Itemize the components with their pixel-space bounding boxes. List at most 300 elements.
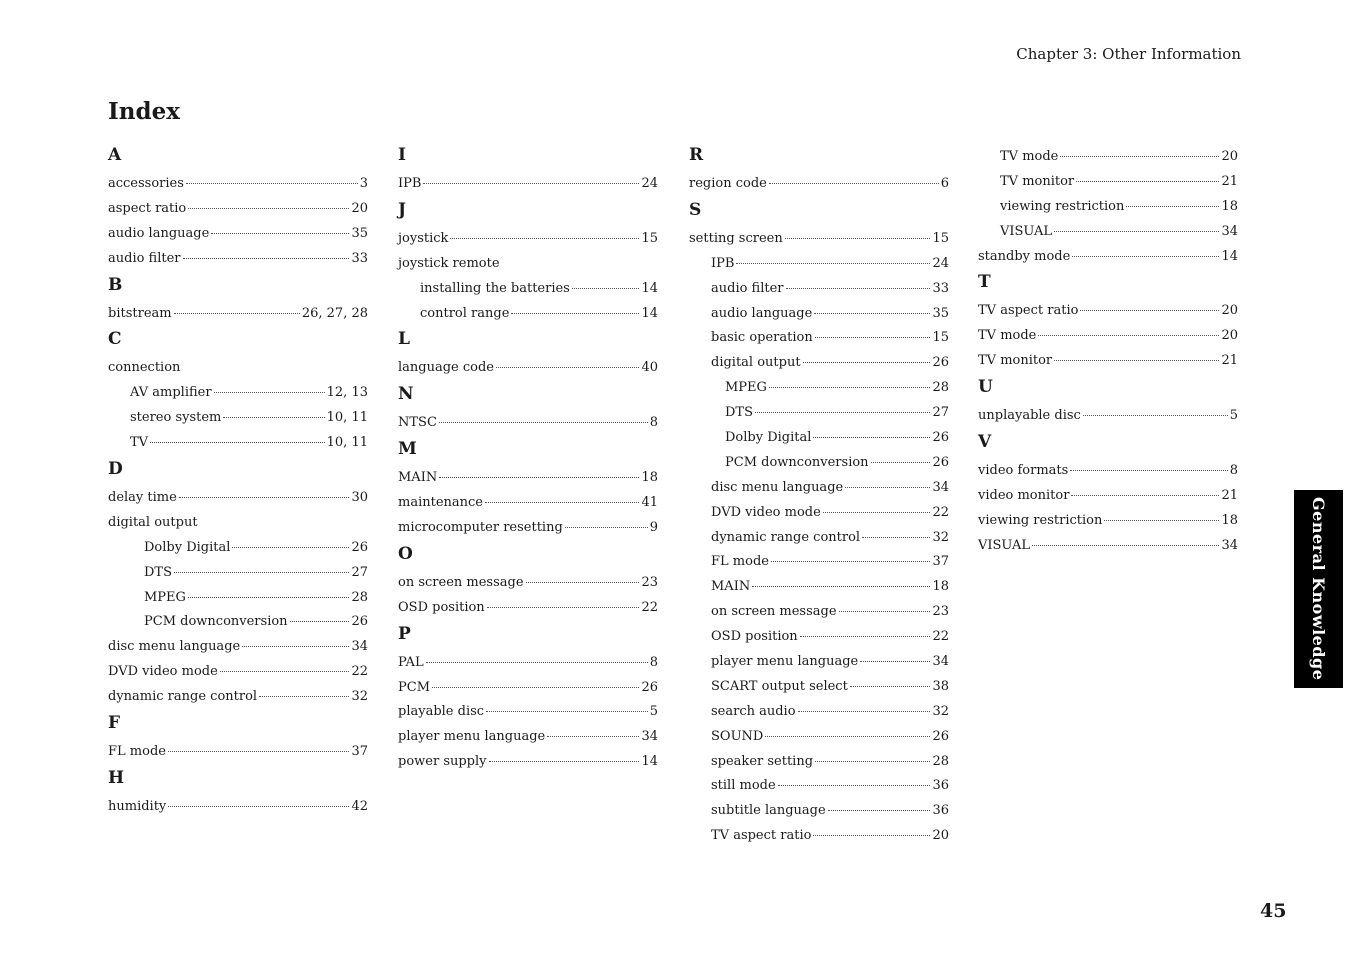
index-page-ref: 9 bbox=[649, 520, 658, 536]
index-page-ref: 21 bbox=[1221, 173, 1238, 189]
index-term: bitstream bbox=[108, 305, 172, 321]
index-term: dynamic range control bbox=[711, 529, 861, 545]
index-page-ref: 33 bbox=[932, 280, 949, 296]
index-letter-heading: R bbox=[689, 145, 704, 165]
dot-leader bbox=[1070, 470, 1227, 471]
index-page-ref: 26 bbox=[932, 430, 949, 446]
index-letter-heading: O bbox=[398, 543, 413, 564]
dot-leader bbox=[803, 362, 931, 363]
index-page-ref: 10, 11 bbox=[326, 435, 368, 451]
index-page-ref: 22 bbox=[932, 629, 949, 645]
index-page-ref: 37 bbox=[932, 554, 949, 570]
index-letter-heading: H bbox=[108, 767, 125, 788]
index-page-ref: 5 bbox=[1229, 408, 1238, 424]
index-entry bbox=[398, 571, 658, 596]
dot-leader bbox=[496, 367, 639, 368]
index-term: player menu language bbox=[711, 654, 859, 670]
index-page-ref: 28 bbox=[932, 753, 949, 769]
index-term: PCM bbox=[398, 679, 431, 695]
index-entry bbox=[689, 426, 949, 451]
index-term: FL mode bbox=[711, 554, 769, 570]
index-page-ref: 23 bbox=[641, 574, 658, 590]
index-page-ref: 28 bbox=[932, 380, 949, 396]
dot-leader bbox=[845, 487, 930, 488]
index-entry bbox=[398, 516, 658, 541]
index-entry bbox=[689, 277, 949, 302]
index-page-ref: 18 bbox=[641, 470, 658, 486]
index-page-ref: 26 bbox=[932, 728, 949, 744]
index-entry bbox=[689, 625, 949, 650]
index-entry bbox=[978, 404, 1238, 429]
index-entry bbox=[398, 466, 658, 491]
index-page-ref: 22 bbox=[351, 664, 368, 680]
dot-leader bbox=[785, 238, 931, 239]
dot-leader bbox=[214, 392, 325, 393]
index-term: PCM downconversion bbox=[144, 614, 288, 630]
dot-leader bbox=[572, 288, 640, 289]
index-term: still mode bbox=[711, 778, 776, 794]
index-page-ref: 28 bbox=[351, 589, 368, 605]
index-entry bbox=[108, 795, 368, 820]
index-term: speaker setting bbox=[711, 753, 814, 769]
index-page-ref: 21 bbox=[1221, 353, 1238, 369]
index-entry bbox=[398, 491, 658, 516]
index-entry bbox=[689, 799, 949, 824]
dot-leader bbox=[1032, 545, 1219, 546]
index-entry bbox=[398, 172, 658, 197]
dot-leader bbox=[798, 711, 931, 712]
dot-leader bbox=[1126, 206, 1219, 207]
index-page-ref: 26 bbox=[932, 454, 949, 470]
dot-leader bbox=[179, 497, 350, 498]
index-page-ref: 20 bbox=[1221, 149, 1238, 164]
index-term: on screen message bbox=[711, 604, 837, 620]
index-term: PCM downconversion bbox=[725, 454, 869, 470]
index-column-4 bbox=[978, 145, 1238, 559]
index-entry bbox=[398, 302, 658, 327]
dot-leader bbox=[1080, 310, 1219, 311]
dot-leader bbox=[862, 537, 930, 538]
index-term: Dolby Digital bbox=[725, 430, 812, 446]
index-term: video formats bbox=[978, 463, 1069, 479]
index-letter-heading: T bbox=[978, 272, 991, 293]
section-tab bbox=[1294, 490, 1343, 688]
index-entry bbox=[689, 351, 949, 376]
index-term: humidity bbox=[108, 798, 167, 814]
index-term: control range bbox=[420, 305, 510, 321]
index-term: unplayable disc bbox=[978, 408, 1081, 424]
dot-leader bbox=[426, 662, 648, 663]
dot-leader bbox=[220, 671, 350, 672]
dot-leader bbox=[439, 422, 648, 423]
index-page-ref: 36 bbox=[932, 803, 949, 819]
index-entry bbox=[978, 459, 1238, 484]
dot-leader bbox=[150, 442, 325, 443]
index-entry bbox=[108, 172, 368, 197]
dot-leader bbox=[174, 572, 349, 573]
dot-leader bbox=[769, 387, 931, 388]
index-page-ref: 33 bbox=[351, 250, 368, 266]
dot-leader bbox=[487, 607, 640, 608]
index-page-ref: 40 bbox=[641, 360, 658, 376]
index-term: viewing restriction bbox=[978, 512, 1103, 528]
index-page-ref: 3 bbox=[359, 176, 368, 191]
dot-leader bbox=[188, 597, 350, 598]
index-term: audio filter bbox=[711, 280, 784, 296]
dot-leader bbox=[1083, 415, 1228, 416]
index-entry bbox=[689, 675, 949, 700]
dot-leader bbox=[769, 183, 939, 184]
index-page-ref: 36 bbox=[932, 778, 949, 794]
index-page-ref: 34 bbox=[932, 654, 949, 670]
dot-leader bbox=[168, 806, 349, 807]
index-entry bbox=[689, 451, 949, 476]
index-term: TV aspect ratio bbox=[711, 828, 812, 844]
dot-leader bbox=[815, 337, 931, 338]
index-entry bbox=[108, 356, 368, 381]
dot-leader bbox=[1072, 256, 1219, 257]
index-letter-heading: A bbox=[108, 145, 122, 165]
index-entry bbox=[689, 600, 949, 625]
index-entry bbox=[108, 406, 368, 431]
index-letter-heading: D bbox=[108, 459, 123, 480]
index-term: digital output bbox=[108, 514, 198, 530]
index-term: TV bbox=[130, 435, 149, 451]
index-page-ref: 14 bbox=[641, 280, 658, 296]
index-page-ref: 22 bbox=[641, 599, 658, 615]
index-term: joystick remote bbox=[398, 255, 500, 271]
index-page-ref: 35 bbox=[351, 225, 368, 241]
dot-leader bbox=[526, 582, 640, 583]
index-entry bbox=[398, 411, 658, 436]
dot-leader bbox=[800, 636, 931, 637]
dot-leader bbox=[815, 761, 930, 762]
index-term: OSD position bbox=[398, 599, 485, 615]
index-term: Dolby Digital bbox=[144, 539, 231, 555]
index-page-ref: 8 bbox=[1229, 463, 1238, 479]
index-page-ref: 15 bbox=[641, 230, 658, 246]
index-page-ref: 15 bbox=[932, 330, 949, 346]
section-tab-label: General Knowledge bbox=[1309, 497, 1328, 681]
index-entry bbox=[978, 534, 1238, 559]
dot-leader bbox=[232, 547, 349, 548]
index-entry bbox=[978, 484, 1238, 509]
dot-leader bbox=[547, 736, 639, 737]
dot-leader bbox=[485, 502, 639, 503]
index-page-ref: 32 bbox=[932, 529, 949, 545]
index-term: audio filter bbox=[108, 250, 181, 266]
index-entry bbox=[978, 245, 1238, 270]
index-entry bbox=[398, 676, 658, 701]
index-entry bbox=[398, 596, 658, 621]
index-entry bbox=[398, 227, 658, 252]
index-entry bbox=[108, 486, 368, 511]
index-term: power supply bbox=[398, 754, 487, 770]
index-term: basic operation bbox=[711, 330, 813, 346]
index-entry bbox=[689, 501, 949, 526]
index-entry bbox=[689, 401, 949, 426]
index-term: joystick bbox=[398, 230, 449, 246]
dot-leader bbox=[786, 288, 931, 289]
dot-leader bbox=[290, 621, 350, 622]
index-term: DTS bbox=[725, 405, 753, 421]
dot-leader bbox=[1054, 360, 1219, 361]
index-entry bbox=[689, 172, 949, 197]
dot-leader bbox=[1104, 520, 1219, 521]
index-page-ref: 6 bbox=[940, 176, 949, 191]
index-term: TV aspect ratio bbox=[978, 303, 1079, 319]
dot-leader bbox=[423, 183, 639, 184]
index-page-ref: 21 bbox=[1221, 487, 1238, 503]
index-entry bbox=[108, 660, 368, 685]
dot-leader bbox=[752, 586, 930, 587]
index-page-ref: 30 bbox=[351, 490, 368, 506]
index-page-ref: 10, 11 bbox=[326, 410, 368, 426]
index-entry bbox=[689, 326, 949, 351]
index-page-ref: 15 bbox=[932, 230, 949, 246]
index-term: search audio bbox=[711, 703, 796, 719]
index-entry bbox=[689, 774, 949, 799]
index-entry bbox=[108, 561, 368, 586]
index-letter-heading: M bbox=[398, 439, 417, 460]
index-page-ref: 20 bbox=[351, 200, 368, 216]
index-term: installing the batteries bbox=[420, 280, 570, 296]
index-entry bbox=[108, 197, 368, 222]
index-letter-heading: F bbox=[108, 713, 121, 734]
index-term: subtitle language bbox=[711, 803, 826, 819]
page-title: Index bbox=[108, 98, 180, 125]
index-entry bbox=[108, 685, 368, 710]
index-term: IPB bbox=[711, 255, 735, 271]
index-page-ref: 8 bbox=[649, 415, 658, 431]
index-term: MAIN bbox=[711, 579, 751, 595]
index-term: connection bbox=[108, 360, 181, 376]
dot-leader bbox=[511, 313, 639, 314]
index-entry bbox=[689, 750, 949, 775]
dot-leader bbox=[828, 810, 931, 811]
index-page-ref: 27 bbox=[351, 564, 368, 580]
dot-leader bbox=[813, 835, 930, 836]
index-page-ref: 26 bbox=[351, 539, 368, 555]
index-page-ref: 26, 27, 28 bbox=[301, 305, 368, 321]
index-page-ref: 37 bbox=[351, 744, 368, 760]
index-term: DVD video mode bbox=[108, 664, 218, 680]
index-term: DVD video mode bbox=[711, 504, 821, 520]
index-letter-heading: V bbox=[978, 432, 992, 453]
dot-leader bbox=[186, 183, 358, 184]
index-entry bbox=[398, 277, 658, 302]
dot-leader bbox=[755, 412, 930, 413]
index-term: delay time bbox=[108, 490, 177, 506]
index-page-ref: 14 bbox=[641, 754, 658, 770]
index-page-ref: 34 bbox=[641, 729, 658, 745]
dot-leader bbox=[242, 646, 349, 647]
index-term: PAL bbox=[398, 654, 424, 670]
dot-leader bbox=[259, 696, 349, 697]
index-term: player menu language bbox=[398, 729, 546, 745]
dot-leader bbox=[814, 313, 930, 314]
index-term: TV mode bbox=[978, 328, 1037, 344]
index-term: audio language bbox=[108, 225, 210, 241]
index-term: DTS bbox=[144, 564, 172, 580]
index-entry bbox=[689, 650, 949, 675]
dot-leader bbox=[1038, 335, 1219, 336]
dot-leader bbox=[439, 477, 639, 478]
index-page-ref: 24 bbox=[932, 255, 949, 271]
index-entry bbox=[108, 222, 368, 247]
index-entry bbox=[689, 227, 949, 252]
page-number: 45 bbox=[1260, 900, 1287, 922]
index-term: dynamic range control bbox=[108, 689, 258, 705]
dot-leader bbox=[850, 686, 931, 687]
dot-leader bbox=[565, 527, 648, 528]
index-term: standby mode bbox=[978, 248, 1071, 264]
index-entry bbox=[978, 220, 1238, 245]
index-column-1 bbox=[108, 142, 368, 820]
index-page-ref: 18 bbox=[932, 579, 949, 595]
index-entry bbox=[108, 610, 368, 635]
index-term: MAIN bbox=[398, 470, 438, 486]
index-term: TV mode bbox=[1000, 149, 1059, 164]
index-term: SCART output select bbox=[711, 678, 848, 694]
index-page-ref: 35 bbox=[932, 305, 949, 321]
index-entry bbox=[978, 299, 1238, 324]
index-entry bbox=[689, 575, 949, 600]
index-entry bbox=[978, 509, 1238, 534]
index-page-ref: 14 bbox=[1221, 248, 1238, 264]
index-letter-heading: S bbox=[689, 199, 702, 220]
index-letter-heading: J bbox=[398, 199, 407, 220]
index-entry bbox=[108, 431, 368, 456]
dot-leader bbox=[1076, 181, 1219, 182]
index-page-ref: 26 bbox=[351, 614, 368, 630]
index-term: VISUAL bbox=[1000, 223, 1053, 239]
dot-leader bbox=[823, 512, 931, 513]
index-term: audio language bbox=[711, 305, 813, 321]
index-letter-heading: L bbox=[398, 329, 410, 350]
dot-leader bbox=[432, 687, 639, 688]
index-page-ref: 42 bbox=[351, 798, 368, 814]
index-page-ref: 24 bbox=[641, 176, 658, 191]
index-letter-heading: C bbox=[108, 329, 122, 350]
dot-leader bbox=[765, 736, 930, 737]
index-letter-heading: U bbox=[978, 377, 993, 398]
index-page-ref: 14 bbox=[641, 305, 658, 321]
index-entry bbox=[978, 195, 1238, 220]
index-page-ref: 20 bbox=[932, 828, 949, 844]
index-page-ref: 18 bbox=[1221, 198, 1238, 214]
dot-leader bbox=[813, 437, 930, 438]
dot-leader bbox=[778, 785, 931, 786]
dot-leader bbox=[450, 238, 639, 239]
index-entry bbox=[108, 302, 368, 327]
index-term: playable disc bbox=[398, 704, 485, 720]
index-letter-heading: P bbox=[398, 623, 411, 644]
index-term: stereo system bbox=[130, 410, 222, 426]
index-page-ref: 34 bbox=[351, 639, 368, 655]
index-page-ref: 23 bbox=[932, 604, 949, 620]
dot-leader bbox=[1071, 495, 1219, 496]
index-page-ref: 34 bbox=[932, 479, 949, 495]
index-page-ref: 41 bbox=[641, 495, 658, 511]
index-entry bbox=[978, 349, 1238, 374]
index-page-ref: 38 bbox=[932, 678, 949, 694]
index-page-ref: 20 bbox=[1221, 303, 1238, 319]
index-term: IPB bbox=[398, 176, 422, 191]
index-letter-heading: I bbox=[398, 145, 406, 165]
index-entry bbox=[398, 725, 658, 750]
index-term: VISUAL bbox=[978, 537, 1031, 553]
index-term: AV amplifier bbox=[130, 385, 212, 401]
index-entry bbox=[689, 550, 949, 575]
index-entry bbox=[108, 381, 368, 406]
index-page-ref: 8 bbox=[649, 654, 658, 670]
dot-leader bbox=[771, 561, 930, 562]
index-entry bbox=[108, 247, 368, 272]
index-column-2 bbox=[398, 142, 658, 775]
index-term: SOUND bbox=[711, 728, 764, 744]
index-entry bbox=[398, 750, 658, 775]
dot-leader bbox=[871, 462, 931, 463]
index-page-ref: 26 bbox=[641, 679, 658, 695]
index-entry bbox=[398, 651, 658, 676]
index-term: accessories bbox=[108, 176, 184, 191]
dot-leader bbox=[183, 258, 350, 259]
dot-leader bbox=[489, 761, 640, 762]
index-entry bbox=[978, 170, 1238, 195]
index-term: disc menu language bbox=[108, 639, 241, 655]
dot-leader bbox=[736, 263, 930, 264]
index-term: NTSC bbox=[398, 415, 437, 431]
index-entry bbox=[108, 511, 368, 536]
index-page-ref: 22 bbox=[932, 504, 949, 520]
dot-leader bbox=[174, 313, 300, 314]
index-term: on screen message bbox=[398, 574, 524, 590]
index-entry bbox=[689, 302, 949, 327]
dot-leader bbox=[188, 208, 349, 209]
index-entry bbox=[108, 586, 368, 611]
index-entry bbox=[978, 324, 1238, 349]
index-page-ref: 20 bbox=[1221, 328, 1238, 344]
dot-leader bbox=[211, 233, 349, 234]
index-entry bbox=[108, 536, 368, 561]
index-page-ref: 34 bbox=[1221, 223, 1238, 239]
dot-leader bbox=[223, 417, 324, 418]
dot-leader bbox=[839, 611, 931, 612]
index-term: MPEG bbox=[725, 380, 767, 396]
index-entry bbox=[689, 252, 949, 277]
index-letter-heading: B bbox=[108, 274, 123, 295]
index-entry bbox=[689, 526, 949, 551]
index-term: setting screen bbox=[689, 230, 783, 246]
index-term: OSD position bbox=[711, 629, 798, 645]
index-page-ref: 34 bbox=[1221, 537, 1238, 553]
index-page-ref: 26 bbox=[932, 355, 949, 371]
index-entry bbox=[398, 252, 658, 277]
index-entry bbox=[689, 476, 949, 501]
index-page-ref: 12, 13 bbox=[326, 385, 368, 401]
index-entry bbox=[689, 700, 949, 725]
index-term: video monitor bbox=[978, 487, 1070, 503]
index-page-ref: 18 bbox=[1221, 512, 1238, 528]
index-term: TV monitor bbox=[978, 353, 1053, 369]
index-entry bbox=[689, 824, 949, 849]
chapter-header: Chapter 3: Other Information bbox=[1016, 45, 1241, 63]
index-page-ref: 32 bbox=[351, 689, 368, 705]
index-term: maintenance bbox=[398, 495, 483, 511]
dot-leader bbox=[168, 751, 349, 752]
index-entry bbox=[978, 145, 1238, 170]
